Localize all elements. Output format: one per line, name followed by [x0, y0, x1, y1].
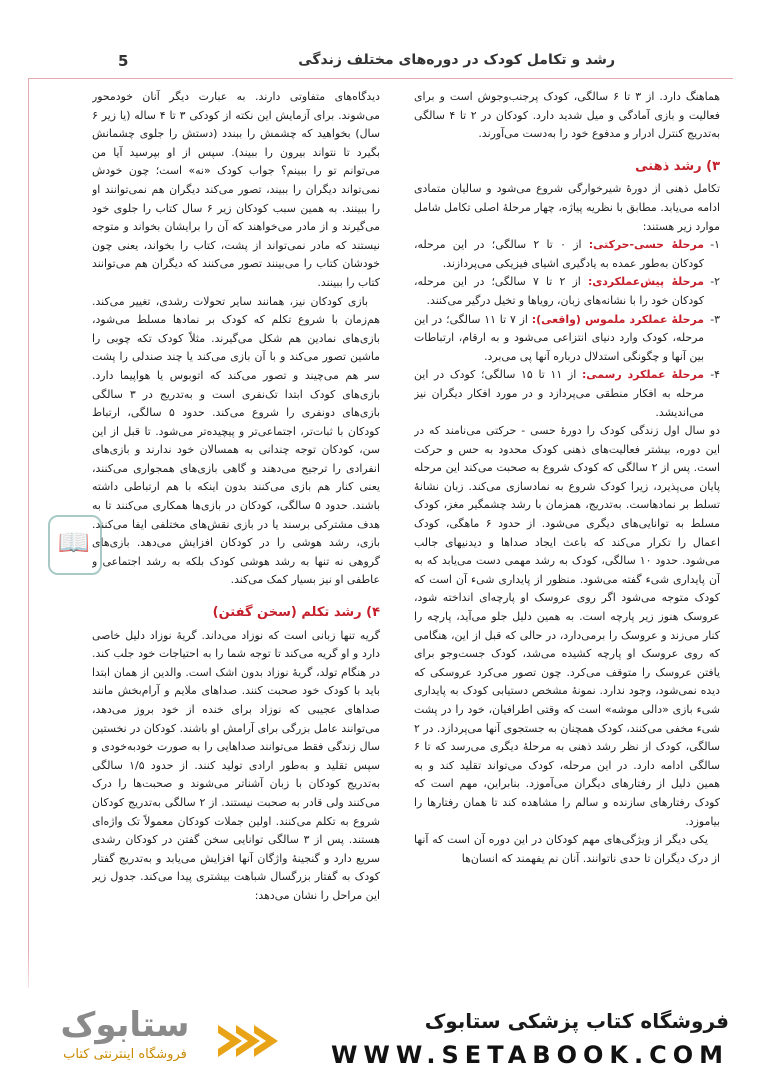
running-title: رشد و تکامل کودک در دوره‌های مختلف زندگی	[298, 52, 615, 68]
left-column	[92, 88, 380, 948]
stage-text: از ۰ تا ۲ سالگی؛ در این مرحله، کودکان به‌طور عمده به یادگیری اشیای فیزیکی می‌پردازند.	[414, 238, 704, 270]
stage-term: مرحلهٔ پیش‌عملکردی:	[587, 275, 704, 289]
section-3-intro: تکامل ذهنی از دورهٔ شیرخوارگی شروع می‌شود و سالیان متمادی ادامه می‌یابد. مطابق با نظریه پیاژه، چهار مرحلهٔ اصلی تکامل شامل موارد زیر هستند:	[414, 182, 720, 233]
play-paragraph: بازی کودکان نیز، همانند سایر تحولات رشدی، تغییر می‌کند. هم‌زمان با شروع تکلم که کودک بر نمادها مسلط می‌شود، بازی‌های نمادین هم شکل می‌گیرند. مثلاً کودک تکه چوبی را ماشین تصور می‌کند و با آن بازی می‌کند یا چند صندلی را پشت سر هم می‌چیند و تصور می‌کند که اتوبوس یا هواپیما دارد. بازی‌های کودک ابتدا تک‌نفری است و به‌تدریج در ۳ سالگی بازی‌های دونفری را شروع می‌کند. حدود ۵ سالگی، ارتباط کودکان با ثبات‌تر، اجتماعی‌تر و پیچیده‌تر می‌شود. تا قبل از این سن، کودکان توجه چندانی به همسالان خود ندارند و بازی‌های انفرادی را ترجیح می‌دهند و گاهی بازی‌های همجواری می‌کنند، یعنی کنار هم بازی می‌کنند بدون اینکه با هم ارتباطی داشته باشند. حدود ۵ سالگی، کودکان در بازی‌ها همکاری می‌کنند تا به هدف مشترکی برسند یا در بازی نقش‌های مختلفی ایفا می‌کنند. بازی، رشد هوشی را در کودکان افزایش می‌دهد. بازی‌های گروهی نه تنها به رشد هوشی کودک بلکه به رشد اجتماعی و عاطفی او نیز بسیار کمک می‌کند.	[92, 294, 380, 587]
header-rule	[28, 78, 733, 79]
right-intro-paragraph: هماهنگ دارد. از ۳ تا ۶ سالگی، کودک پرجنب‌وجوش است و برای فعالیت و بازی آمادگی و میل شدید دارد. کودکان در ۲ تا ۴ سالگی به‌تدریج کنترل ادرار و مدفوع خود را به‌دست می‌آورند.	[414, 90, 720, 141]
piaget-stages-list	[414, 236, 720, 422]
stage-text: از ۷ تا ۱۱ سالگی؛ در این مرحله، کودک وارد دنیای انتزاعی می‌شود و به ارقام، ارتباطات بین آنها و چگونگی استدلال درباره آنها پی می‌برد.	[414, 312, 704, 363]
stage-text: از ۱۱ تا ۱۵ سالگی؛ کودک در این مرحله به افکار منطقی می‌پردازد و در مورد افکار دیگران نیز می‌اندیشد.	[414, 368, 704, 419]
list-item	[414, 366, 720, 422]
stage-term: مرحلهٔ حسی-حرکتی:	[588, 238, 704, 252]
page-number: 5	[118, 52, 129, 70]
logo-wordmark: ستابوک	[60, 1005, 190, 1045]
list-item	[414, 273, 720, 310]
stage-term: مرحلهٔ عملکرد رسمی:	[581, 368, 704, 382]
stage-term: مرحلهٔ عملکرد ملموس (واقعی):	[531, 312, 704, 326]
logo-chevron-icon	[218, 1015, 280, 1067]
stage-text: از ۲ تا ۷ سالگی؛ در این مرحله، کودکان خود را با نشانه‌های زبان، رویاها و تخیل درگیر می‌کنند.	[414, 275, 704, 307]
section-3-heading: ۳) رشد ذهنی	[635, 158, 720, 174]
margin-rule	[28, 78, 29, 988]
watermark-logo	[48, 515, 102, 575]
speech-paragraph: گریه تنها زبانی است که نوزاد می‌داند. گریهٔ نوزاد دلیل خاصی دارد و او گریه می‌کند تا توجه شما را به احتیاجات خود جلب کند. در هنگام تولد، گریهٔ نوزاد بدون اشک است. والدین از همان ابتدا باید با کودک خود صحبت کنند. صداهای ملایم و آرام‌بخش مانند صداهای عجیبی که نوزاد برای خنده از خود بروز می‌دهد، می‌توانند عامل بزرگی برای آرامش او باشند. کودکان در نخستین سال زندگی فقط می‌توانند صداهایی را به صورت خودبه‌خودی و سپس تقلید و به‌طور ارادی تولید کنند. از حدود ۱/۵ سالگی به‌تدریج کودکان با زبان آشناتر می‌شوند و صحبت‌ها را درک می‌کنند ولی قادر به صحبت نیستند. از ۲ سالگی به‌تدریج کودکان شروع به تکلم می‌کنند. اولین جملات کودکان معمولاً تک واژه‌ای هستند. پس از ۳ سالگی توانایی سخن گفتن در کودکان رشدی سریع دارد و گنجینهٔ واژگان آنها افزایش می‌یابد و به‌تدریج گفتار کودک به گفتار بزرگسال شباهت بیشتری پیدا می‌کند. جدول زیر این مراحل را نشان می‌دهد:	[92, 628, 380, 902]
list-item	[414, 236, 720, 273]
list-number: ۴-	[710, 368, 720, 382]
bottom-fade	[0, 950, 765, 1000]
shop-url-link[interactable]: WWW.SETABOOK.COM	[330, 1041, 729, 1069]
footer-banner	[0, 995, 765, 1080]
section-4-heading: ۴) رشد تکلم (سخن گفتن)	[212, 605, 380, 621]
list-item	[414, 311, 720, 367]
cognitive-tail-paragraph: یکی دیگر از ویژگی‌های مهم کودکان در این دوره آن است که آنها از درک دیگران تا حدی ناتوانند. آنان نم یفهمند که انسان‌ها	[414, 833, 720, 865]
list-number: ۳-	[710, 312, 720, 326]
logo-subtitle: فروشگاه اینترنتی کتاب	[63, 1047, 187, 1062]
list-number: ۱-	[710, 238, 720, 252]
shop-name: فروشگاه کتاب پزشکی ستابوک	[424, 1009, 729, 1033]
book-icon: 📖	[57, 528, 91, 558]
egocentrism-paragraph: دیدگاه‌های متفاوتی دارند. به عبارت دیگر آنان خودمحور می‌شوند. برای آزمایش این نکته از کودکی ۳ تا ۴ ساله (یا زیر ۶ سال) بخواهید که چشمش را ببندد (دستش را جلوی چشمانش بگیرد تا نتواند بیرون را ببیند). سپس از او بپرسید آیا من می‌توانم تو را ببینم؟ جواب کودک «نه» است؛ چون خودش نمی‌تواند دیگران را ببیند، تصور می‌کند دیگران هم نمی‌توانند او را ببینند. به همین سبب کودکان زیر ۶ سال کتاب را جلوی خود می‌گیرند و از مادر می‌خواهند که آن را برایشان بخواند و متوجه نیستند که مادر نمی‌تواند از پشت، کتاب را بخواند، یعنی چون خودشان کتاب را می‌بینند تصور می‌کنند که دیگران هم می‌توانند کتاب را ببینند.	[92, 90, 380, 289]
cognitive-body-paragraph: دو سال اول زندگی کودک را دورهٔ حسی - حرکتی می‌نامند که در این دوره، بیشتر فعالیت‌های ذهنی کودک محدود به حس و حرکت است. پس از ۲ سالگی که کودک شروع به صحبت می‌کند این مرحله پایان می‌پذیرد، زیرا کودک شروع به نمادسازی می‌کند. زبان نشانهٔ تسلط بر نمادهاست. به‌تدریج، همزمان با رشد چشمگیر مغز، کودک مسلط به توانایی‌های دیگری می‌شود. از حدود ۶ ماهگی، کودک اعمال را تکرار می‌کند که باعث ایجاد صداها و دیدنیهای جالب می‌شود. حدود ۱۰ سالگی، کودک به رشد مهمی دست می‌یابد که به آن پایداری شیء گفته می‌شود. منظور از پایداری شیء آن است که کودک متوجه می‌شود اگر روی عروسک او پارچه‌ای انداخته شود، عروسک هنوز زیر پارچه است. به همین دلیل جلو می‌آید، پارچه را کنار می‌زند و عروسک را برمی‌دارد، در حالی که قبل از این، هنگامی که روی عروسک او پارچه کشیده می‌شد، کودک جست‌وجو برای یافتن عروسک را متوقف می‌کرد. چون تصور می‌کرد عروسکی که دیده نمی‌شود، وجود ندارد. نمونهٔ مشخص دستیابی کودک به پایداری شیء بازی «دالی موشه» است که وقتی اطرافیان، خود را در پشت شیء مخفی می‌کنند، کودک همچنان به جستجوی آنها می‌پردازد. در ۲ سالگی، کودک از نظر رشد ذهنی به مرحلهٔ دیگری می‌رسد که تا ۶ سالگی ادامه دارد. در این مرحله، کودک می‌تواند تقلید کند و به همین دلیل از رفتارهای دیگران می‌آموزد. بنابراین، مهم است که کودک رفتارهای سازنده و سالم را مشاهده کند تا همان رفتارها را بیاموزد.	[414, 424, 720, 828]
list-number: ۲-	[710, 275, 720, 289]
right-column	[414, 88, 720, 948]
